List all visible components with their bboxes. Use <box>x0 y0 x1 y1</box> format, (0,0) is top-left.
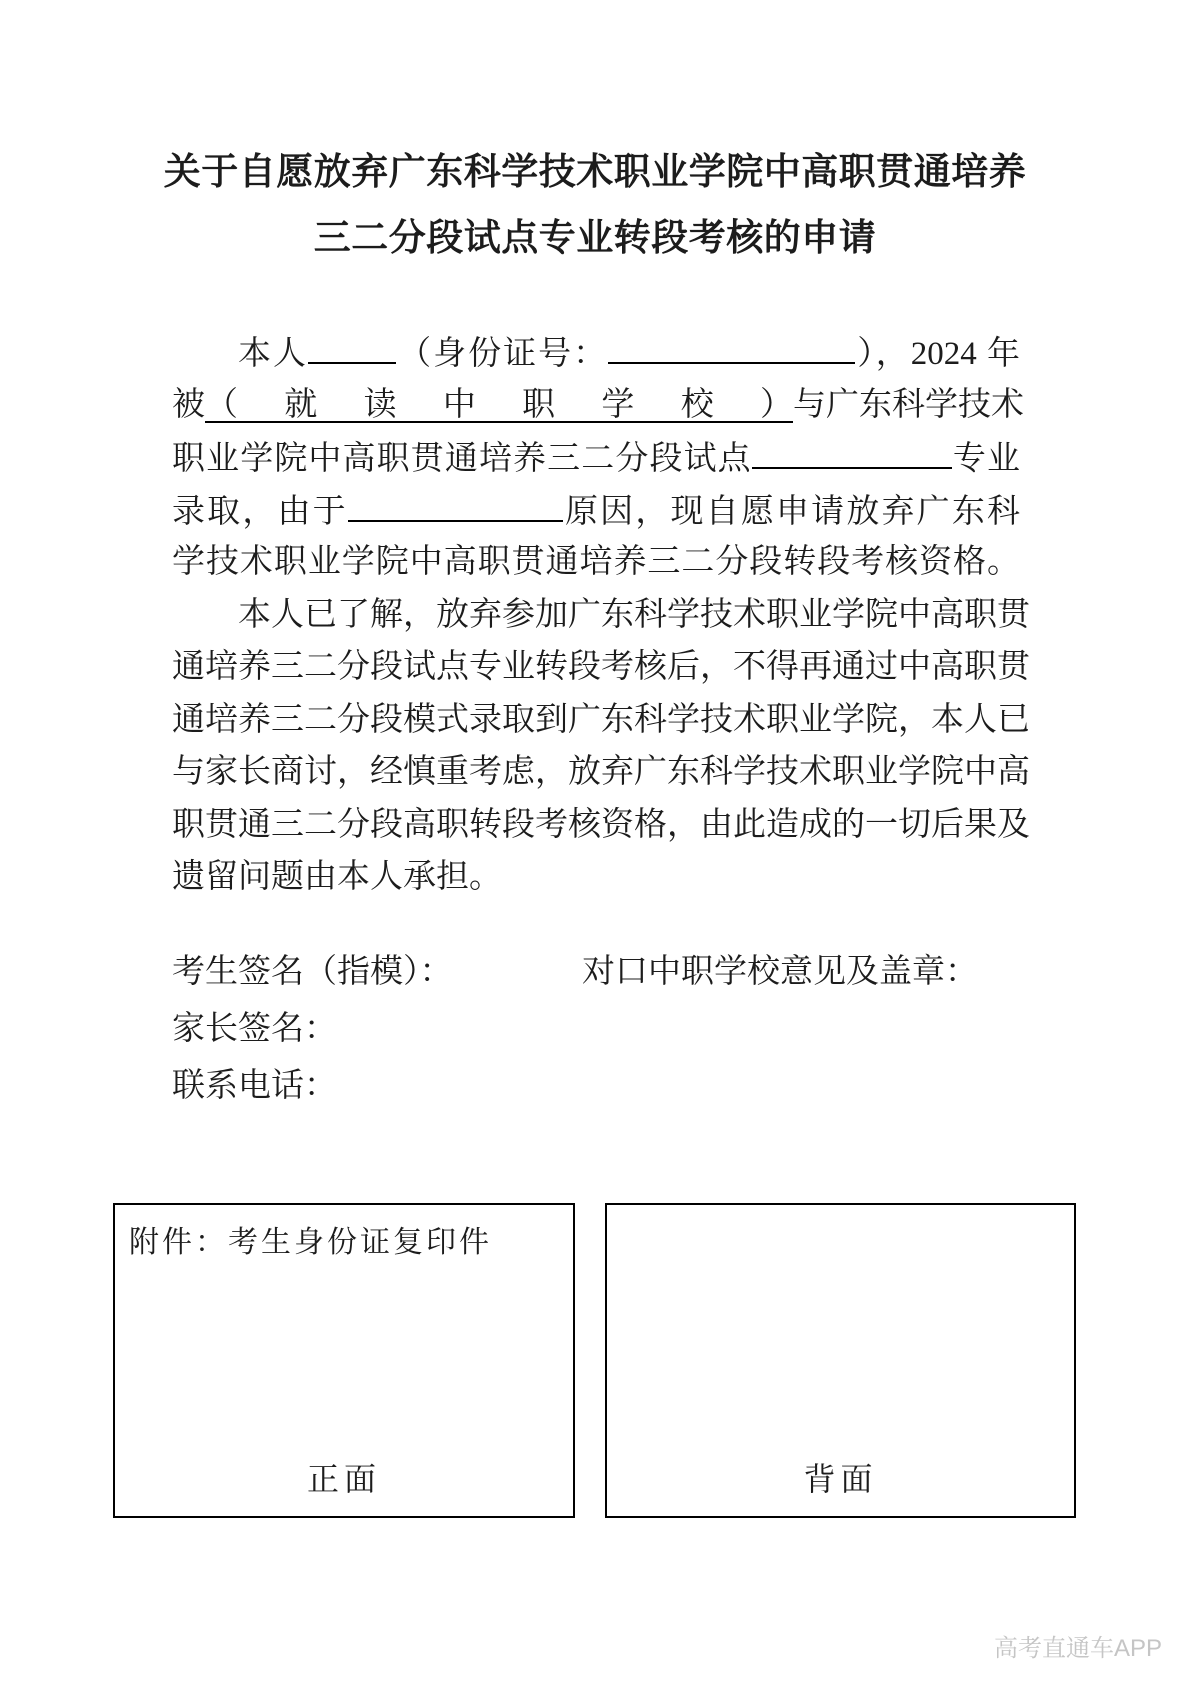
p2-l2-text: 通培养三二分段试点专业转段考核后，不得再通过中高职贯 <box>172 649 1030 685</box>
p1-l1-text-pre: 本人 <box>238 336 309 372</box>
signature-section <box>172 944 1020 1115</box>
paragraph2-line2 <box>172 641 1030 694</box>
p1-l1-text-post: ），2024 年 <box>855 336 1021 372</box>
signature-row-phone <box>172 1058 1020 1115</box>
parent-signature-label: 家长签名： <box>172 1011 337 1047</box>
document-body <box>172 326 1030 904</box>
paragraph1-line3 <box>172 431 1020 484</box>
signature-row-parent <box>172 1001 1020 1058</box>
paragraph2-line4 <box>172 746 1030 799</box>
paragraph1-line2 <box>172 379 1024 432</box>
examinee-signature-label: 考生签名（指模）： <box>172 954 453 990</box>
id-front-label: 正面 <box>306 1461 381 1497</box>
p1-l5-text: 学技术职业学院中高职贯通培养三二分段转段考核资格。 <box>172 544 1020 580</box>
app-watermark: 高考直通车APP <box>993 1635 1162 1662</box>
blank-line-major <box>752 431 952 469</box>
paragraph1-line5 <box>172 536 1020 589</box>
p2-l6-text: 遗留问题由本人承担。 <box>172 859 502 895</box>
p2-l4-text: 与家长商讨，经慎重考虑，放弃广东科学技术职业学院中高 <box>172 754 1030 790</box>
paragraph2-line6 <box>172 851 1020 904</box>
p1-l2-text-pre: 被 <box>172 386 205 423</box>
blank-line-reason <box>348 484 563 522</box>
paragraph2-line3 <box>172 694 1030 747</box>
document-title-line1: 关于自愿放弃广东科学技术职业学院中高职贯通培养 <box>163 152 1027 193</box>
id-card-front-box <box>113 1203 575 1518</box>
blank-line-school <box>205 385 793 423</box>
p1-l1-text-mid: （身份证号： <box>396 336 609 372</box>
p1-l4-text-post: 原因，现自愿申请放弃广东科 <box>562 493 1021 530</box>
document-title-line2: 三二分段试点专业转段考核的申请 <box>313 218 877 259</box>
document-title <box>0 140 1190 272</box>
contact-phone-label: 联系电话： <box>172 1068 337 1104</box>
attachment-title: 附件：考生身份证复印件 <box>129 1226 492 1259</box>
blank-line-name <box>308 326 396 364</box>
p2-l1-text: 本人已了解，放弃参加广东科学技术职业学院中高职贯 <box>238 596 1030 633</box>
school-opinion-label: 对口中职学校意见及盖章： <box>582 954 978 990</box>
id-back-label: 背面 <box>803 1461 878 1497</box>
paragraph1-line4 <box>172 484 1020 537</box>
id-card-back-box <box>605 1203 1076 1518</box>
p1-l4-text-pre: 录取，由于 <box>172 493 348 530</box>
blank-line-id-number <box>608 326 855 364</box>
p1-l2-text-post: 与广东科学技术 <box>793 386 1024 423</box>
p1-l2-hint-text: （就读中职学校） <box>205 386 793 423</box>
paragraph2-line5 <box>172 799 1030 852</box>
paragraph1-line1 <box>172 326 1020 379</box>
paragraph2-line1 <box>172 589 1030 642</box>
signature-row-examinee <box>172 944 1020 1001</box>
p2-l5-text: 职贯通三二分段高职转段考核资格，由此造成的一切后果及 <box>172 806 1030 843</box>
p1-l3-text-post: 专业 <box>951 441 1021 477</box>
p1-l3-text-pre: 职业学院中高职贯通培养三二分段试点 <box>172 441 752 477</box>
p2-l3-text: 通培养三二分段模式录取到广东科学技术职业学院，本人已 <box>172 701 1030 738</box>
